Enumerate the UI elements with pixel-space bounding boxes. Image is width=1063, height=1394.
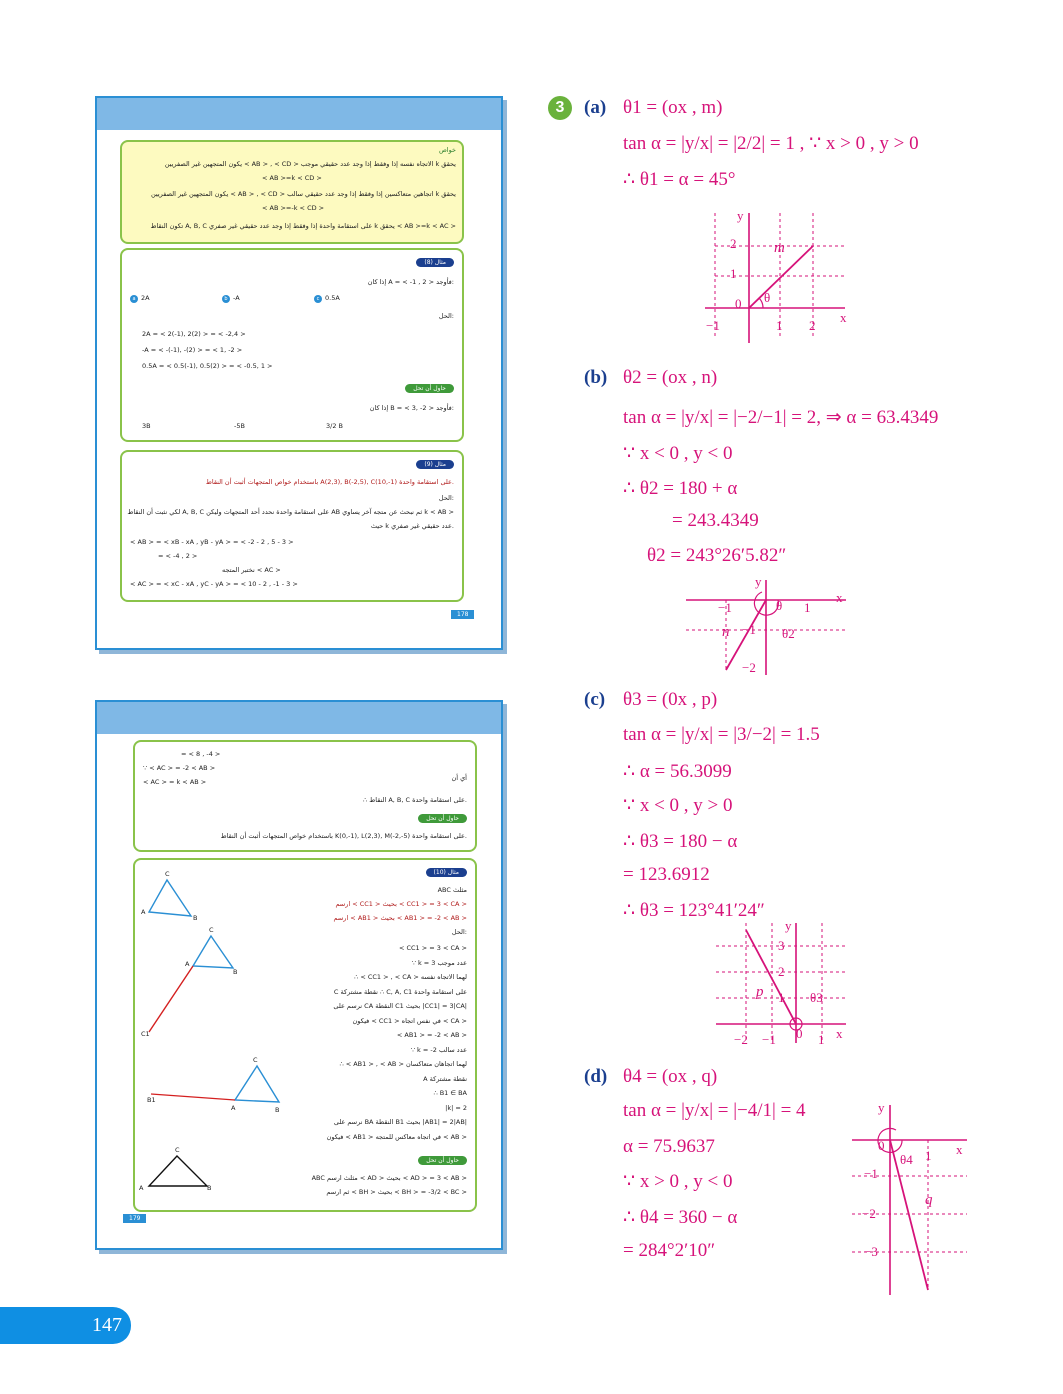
graph-d (852, 1100, 972, 1300)
try-8-option-b: -5B (234, 422, 245, 430)
exercise-number-badge: 3 (548, 96, 572, 120)
page-number-tab: 147 (0, 1307, 131, 1344)
triangle-3 (235, 1066, 279, 1102)
graph-c-tick-y1: 1 (778, 990, 785, 1005)
thumbnail-page-number-179: 179 (123, 1214, 146, 1223)
part-d-line-6: = 284°2′10″ (623, 1240, 716, 1261)
thumbnail-page-number-178: 178 (451, 610, 474, 619)
try-9-title: حاول أن تحل (418, 814, 467, 823)
example-10-part-a: ارسم < CC1 > بحيث < CC1 > = 3 < CA > (335, 900, 467, 908)
try-8-option-a: 3B (142, 422, 151, 430)
example-9-step-6: < AC > = < xC - xA , yC - yA > = < 10 - 2 , -1 - 3 > (130, 580, 298, 588)
graph-a-x-label: x (840, 310, 847, 325)
graph-a-y-label: y (737, 208, 744, 223)
example-10-step: ∴ B1 ∈ BA (433, 1089, 467, 1097)
textbook-thumbnail-page-178 (95, 96, 503, 650)
part-b-line-3: ∵ x < 0 , y < 0 (623, 443, 733, 464)
graph-c-origin: 0 (796, 1026, 803, 1041)
graph-c-tick-xm2: −2 (734, 1032, 748, 1047)
graph-d-vector-label: q (925, 1192, 933, 1208)
graph-b-tick-ym2: −2 (742, 660, 756, 675)
graph-a-tick-y2: 2 (730, 236, 737, 251)
graph-c-x-label: x (836, 1026, 843, 1041)
graph-a-tick-x1: 1 (776, 318, 783, 333)
properties-box (120, 140, 464, 244)
graph-c-angle-label: θ3 (810, 990, 823, 1005)
thumbnail-header-band (97, 702, 501, 734)
tri-label: B (275, 1106, 280, 1114)
example-10-step: فيكون < AB1 > في اتجاه معاكس للمتجه < AB > (326, 1132, 467, 1141)
graph-b-vector-label: n (722, 624, 730, 640)
property-1: يكون المتجهين غير الصفريين < AB > , < CD > الاتجاه نفسه إذا وفقط إذا وجد عدد حقيقي موجب k يحقق (164, 160, 456, 168)
tri-label: B (233, 968, 238, 976)
part-b-label: (b) (584, 367, 608, 388)
part-c-line-2: tan α = |y/x| = |3/−2| = 1.5 (623, 724, 820, 745)
vector-ab1 (151, 1094, 235, 1100)
tri-label: A (231, 1104, 236, 1112)
example-8-title: مثال (8) (416, 258, 454, 267)
continuation-line-1: = < 8 , -4 > (181, 750, 221, 758)
continuation-line-5: ∴ النقاط A, B, C على استقامة واحدة. (363, 796, 467, 804)
graph-a-tick-x2: 2 (809, 318, 816, 333)
graph-a-tick-y1: 1 (730, 266, 737, 281)
continuation-line-3: < AC > = k < AB > (143, 778, 207, 786)
try-8-question: إذا كان B = < 3, -2 > فأوجد: (369, 404, 454, 412)
example-10-step: C نقطة مشتركة ∴ C, A, C1 على استقامة واحدة (333, 987, 467, 996)
tri-label: C (175, 1146, 180, 1154)
example-8-step-1: 2A = < 2(-1), 2(2) > = < -2,4 > (142, 330, 246, 338)
part-a-line-2: tan α = |y/x| = |2/2| = 1 , ∵ x > 0 , y > 0 (623, 133, 919, 154)
triangle-diagrams (135, 860, 265, 1200)
graph-b-x-label: x (836, 590, 843, 605)
property-2-formula: < AB >=-k < CD > (262, 204, 325, 212)
part-c-label: (c) (584, 689, 606, 710)
graph-d-tick-x1: 1 (925, 1148, 932, 1163)
part-d-line-3: α = 75.9637 (623, 1136, 715, 1157)
graph-d-origin: 0 (878, 1138, 885, 1153)
part-c-line-5: ∴ θ3 = 180 − α (623, 831, 738, 852)
graph-c (716, 918, 856, 1048)
part-b-line-5: = 243.4349 (672, 510, 759, 531)
vector-cc1 (149, 966, 193, 1032)
graph-d-tick-ym2: −2 (862, 1206, 876, 1221)
example-9-step-4: = < -4 , 2 > (158, 552, 198, 560)
tri-label: A (141, 908, 146, 916)
graph-c-vector-label: p (756, 984, 764, 1000)
try-9-question: باستخدام خواص المتجهات أثبت أن النقاط K(0,-1), L(2,3), M(-2,-5) على استقامة واحدة. (220, 832, 467, 840)
triangle-4 (149, 1156, 207, 1186)
example-10-step: < AB1 > = -2 < AB > (396, 1031, 467, 1039)
example-9-step-1: لكي نثبت أن النقاط A, B, C على استقامة واحدة نحدد أحد المتجهات وليكن AB ثم نبحث عن متجه آخر يساوي k < AB > (127, 508, 454, 516)
example-10-step: فيكون < CC1 > في نفس اتجاه < CA > (352, 1016, 467, 1025)
option-b-marker: b (222, 295, 230, 303)
part-d-line-5: ∴ θ4 = 360 − α (623, 1207, 738, 1228)
example-10-step: نرسم على BA النقطة B1 بحيث |AB1| = 2|AB| (333, 1118, 467, 1126)
option-a-marker: a (130, 295, 138, 303)
part-a-line-3: ∴ θ1 = α = 45° (623, 169, 736, 190)
graph-c-y-label: y (785, 918, 792, 933)
example-9-title: مثال (9) (416, 460, 454, 469)
graph-a-origin: 0 (735, 296, 742, 311)
tri-label: C1 (141, 1030, 150, 1038)
tri-label: C (209, 926, 214, 934)
property-3: تكون النقاط A, B, C على استقامة واحدة إذا وفقط إذا وجد عدد حقيقي غير صفري k يحقق < AB >=k < AC > (150, 222, 456, 230)
part-c-line-1: θ3 = (0x , p) (623, 689, 718, 710)
tri-label: B (207, 1184, 212, 1192)
example-9-box (120, 450, 464, 602)
example-10-step: ∴ < AB1 > , < AB > لهما اتجاهان متعاكسان (339, 1060, 467, 1068)
example-10-step: ∴ < CC1 > , < CA > لهما الاتجاه نفسه (354, 973, 467, 981)
graph-a-tick-xm1: −1 (706, 318, 720, 333)
graph-c-tick-y3: 3 (778, 938, 785, 953)
graph-c-tick-x1: 1 (818, 1032, 825, 1047)
example-10-step: A نقطة مشتركة (423, 1074, 467, 1083)
part-d-line-2: tan α = |y/x| = |−4/1| = 4 (623, 1100, 806, 1121)
tri-label: A (185, 960, 190, 968)
example-10-question: ABC مثلث (437, 886, 467, 894)
part-b-line-1: θ2 = (ox , n) (623, 367, 718, 388)
properties-title: خواص (438, 146, 456, 154)
continuation-box (133, 740, 477, 852)
example-9-step-2: حيث k عدد حقيقي غير صفري. (370, 522, 454, 530)
graph-d-tick-ym3: −3 (864, 1244, 878, 1259)
part-c-line-3: ∴ α = 56.3099 (623, 761, 732, 782)
part-d-line-1: θ4 = (ox , q) (623, 1066, 718, 1087)
graph-b-angle2-label: θ2 (782, 626, 795, 641)
example-9-step-3: < AB > = < xB - xA , yB - yA > = < -2 - 2 , 5 - 3 > (130, 538, 294, 546)
graph-b-angle-label: θ (776, 598, 783, 613)
triangle-1 (149, 880, 191, 916)
example-10-solution-label: الحل: (451, 928, 467, 936)
part-a-label: (a) (584, 97, 607, 118)
part-c-line-4: ∵ x < 0 , y > 0 (623, 795, 733, 816)
example-9-step-5: نختبر المتجه < AC > (222, 566, 281, 574)
try-8-title: حاول أن تحل (405, 384, 454, 393)
graph-d-tick-ym1: −1 (864, 1166, 878, 1181)
try-8-option-c: 3/2 B (326, 422, 343, 430)
example-10-box (133, 858, 477, 1212)
graph-b-y-label: y (755, 574, 762, 589)
example-10-step: ∵ k = 3 عدد موجب (411, 958, 467, 967)
graph-d-angle-label: θ4 (900, 1152, 913, 1167)
graph-b-tick-xm1: −1 (718, 600, 732, 615)
part-b-line-6: θ2 = 243°26′5.82″ (647, 545, 787, 566)
continuation-line-2: ∵ < AC > = -2 < AB > (143, 764, 216, 772)
graph-a-angle-label: θ (764, 290, 771, 305)
textbook-thumbnail-page-179 (95, 700, 503, 1250)
tri-label: A (139, 1184, 144, 1192)
example-10-step: < CC1 > = 3 < CA > (398, 944, 467, 952)
part-c-line-7: ∴ θ3 = 123°41′24″ (623, 900, 765, 921)
example-10-step: نرسم على CA النقطة C1 بحيث |CC1| = 3|CA| (333, 1002, 467, 1010)
example-10-step: ∵ k = -2 عدد سالب (410, 1045, 467, 1054)
option-c-marker: c (314, 295, 322, 303)
tri-label: C (165, 870, 170, 878)
example-9-question: باستخدام خواص المتجهات أثبت أن النقاط A(2,3), B(-2,5), C(10,-1) على استقامة واحدة. (205, 478, 454, 486)
solution-label: الحل: (438, 312, 454, 320)
graph-b-tick-ym1: −1 (742, 622, 756, 637)
example-8-option-c: c 0.5A (314, 294, 340, 303)
property-1-formula: < AB >=k < CD > (262, 174, 322, 182)
continuation-line-4: أي أن (451, 774, 467, 782)
example-8-option-a: a 2A (130, 294, 150, 303)
example-8-question: إذا كان A = < -1 , 2 > فأوجد: (367, 278, 454, 286)
vector-p (746, 930, 796, 1024)
part-b-line-4: ∴ θ2 = 180 + α (623, 478, 738, 499)
graph-b-tick-x1: 1 (804, 600, 811, 615)
example-10-step: |k| = 2 (445, 1103, 467, 1112)
tri-label: B (193, 914, 198, 922)
part-b-line-2: tan α = |y/x| = |−2/−1| = 2, ⇒ α = 63.4349 (623, 407, 939, 428)
example-8-option-b: b -A (222, 294, 240, 303)
triangle-2 (193, 936, 233, 968)
property-2: يكون المتجهين غير الصفريين < AB > , < CD > اتجاهين متعاكسين إذا وفقط إذا وجد عدد حقيقي سالب k يحقق (150, 190, 456, 198)
example-9-solution-label: الحل: (438, 494, 454, 502)
example-10-title: مثال (10) (426, 868, 467, 877)
graph-c-tick-xm1: −1 (762, 1032, 776, 1047)
graph-a-vector-label: m (774, 240, 785, 256)
try-10-title: حاول أن تحل (418, 1156, 467, 1165)
thumbnail-header-band (97, 98, 501, 130)
example-10-part-b: ارسم < AB1 > بحيث < AB1 > = -2 < AB > (333, 914, 467, 922)
tri-label: B1 (147, 1096, 156, 1104)
try-10-question: ABC مثلث ارسم < AD > بحيث < AD > = 3 < AB > (311, 1174, 467, 1182)
part-d-label: (d) (584, 1066, 608, 1087)
tri-label: C (253, 1056, 258, 1064)
graph-d-x-label: x (956, 1142, 963, 1157)
example-8-step-2: -A = < -(-1), -(2) > = < 1, -2 > (142, 346, 243, 354)
graph-c-tick-y2: 2 (778, 964, 785, 979)
part-d-line-4: ∵ x > 0 , y < 0 (623, 1171, 733, 1192)
example-8-step-3: 0.5A = < 0.5(-1), 0.5(2) > = < -0.5, 1 > (142, 362, 273, 370)
part-c-line-6: = 123.6912 (623, 864, 710, 885)
graph-d-y-label: y (878, 1100, 885, 1115)
try-10-question-2: ثم ارسم < BH > بحيث < BH > = -3/2 < BC > (326, 1188, 467, 1196)
graph-b (686, 580, 856, 680)
example-8-box (120, 248, 464, 442)
part-a-line-1: θ1 = (ox , m) (623, 97, 723, 118)
